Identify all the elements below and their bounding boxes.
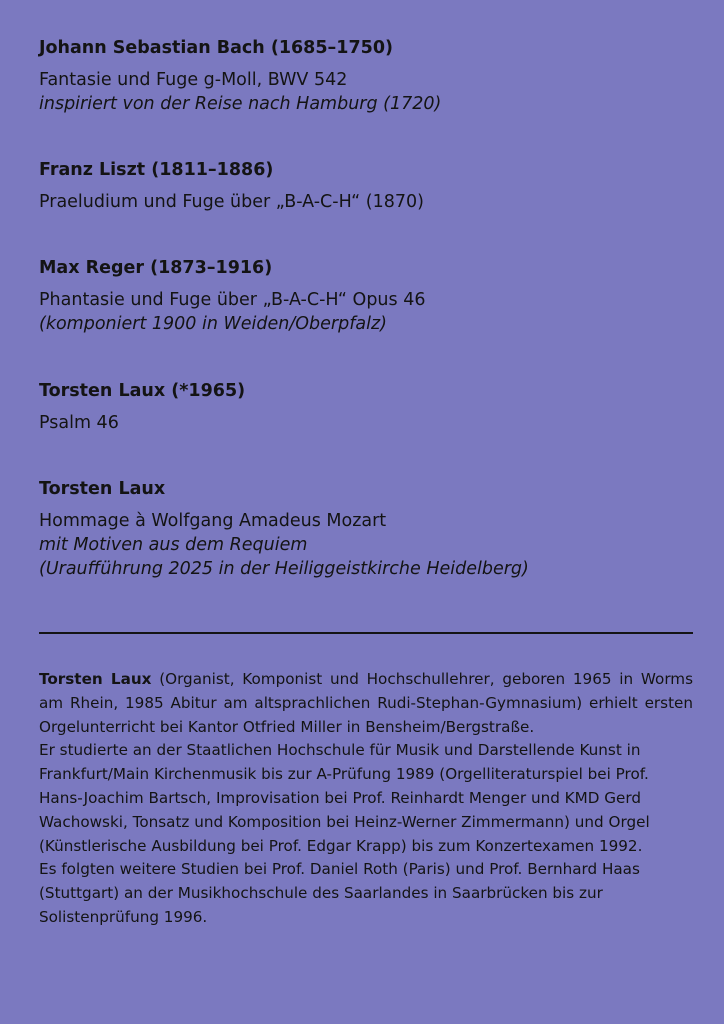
composer-name: Max Reger (1873–1916)	[39, 258, 273, 278]
composer-name: Johann Sebastian Bach (1685–1750)	[39, 38, 393, 58]
programme-item	[39, 254, 699, 336]
bio-name: Torsten Laux	[39, 670, 152, 688]
bio-paragraph	[39, 668, 693, 739]
bio-paragraph: Er studierte an der Staatlichen Hochschule für Musik und Darstellende Kunst in Frankfurt/Main Kirchenmusik bis zur A-Prüfung 1989 (Orgelliteraturspiel bei Prof. Hans-Joachim Bartsch, Improvisation bei Prof. Reinhardt Menger und KMD Gerd Wachowski, Tonsatz und Komposition bei Heinz-Werner Zimmermann) und Orgel (Künstlerische Ausbildung bei Prof. Edgar Krapp) bis zum Konzertexamen 1992.	[39, 741, 650, 855]
divider-line	[39, 632, 693, 634]
biography	[39, 668, 693, 930]
bio-paragraph: Es folgten weitere Studien bei Prof. Daniel Roth (Paris) und Prof. Bernhard Haas (Stuttgart) an der Musikhochschule des Saarlandes in Saarbrücken bis zur Solistenprüfung 1996.	[39, 860, 640, 926]
programme-item	[39, 156, 699, 214]
work-title: Psalm 46	[39, 413, 119, 433]
programme-item	[39, 475, 699, 581]
composer-name: Torsten Laux (*1965)	[39, 381, 246, 401]
composer-name: Franz Liszt (1811–1886)	[39, 160, 274, 180]
work-title: Praeludium und Fuge über „B-A-C-H“ (1870)	[39, 192, 424, 212]
work-title: Hommage à Wolfgang Amadeus Mozart	[39, 511, 387, 531]
work-title: Fantasie und Fuge g-Moll, BWV 542	[39, 70, 348, 90]
work-title: Phantasie und Fuge über „B-A-C-H“ Opus 46	[39, 290, 426, 310]
work-note: (komponiert 1900 in Weiden/Oberpfalz)	[39, 314, 387, 334]
work-note: mit Motiven aus dem Requiem	[39, 535, 308, 555]
programme-item	[39, 377, 699, 435]
work-note: inspiriert von der Reise nach Hamburg (1720)	[39, 94, 442, 114]
bio-intro-text: (Organist, Komponist und Hochschullehrer, geboren 1965 in Worms am Rhein, 1985 Abitur am altsprachlichen Rudi-Stephan-Gymnasium) erhielt ersten Orgelunterricht bei Kantor Otfried Miller in Bensheim/Bergstraße.	[39, 670, 694, 736]
programme-item	[39, 34, 699, 116]
composer-name: Torsten Laux	[39, 479, 166, 499]
programme-list	[39, 34, 699, 581]
work-note: (Uraufführung 2025 in der Heiliggeistkirche Heidelberg)	[39, 559, 529, 579]
